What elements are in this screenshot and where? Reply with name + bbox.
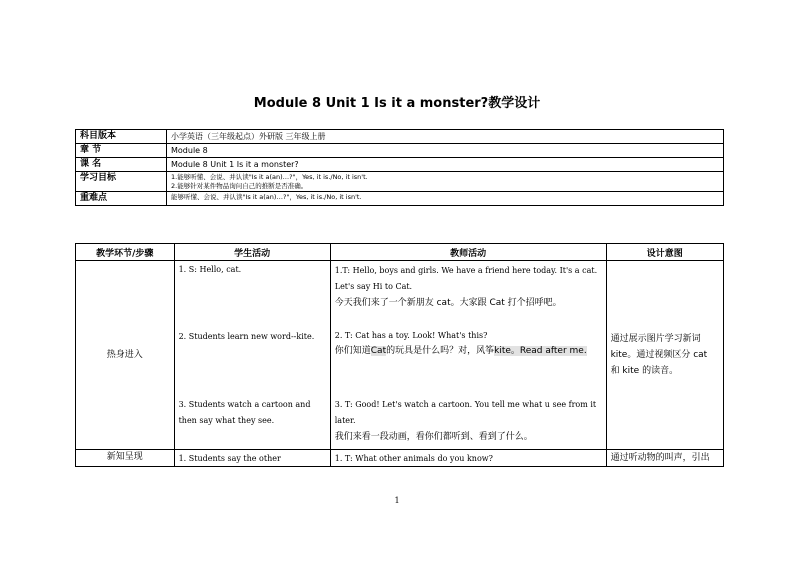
- header-intent: 设计意图: [606, 244, 723, 261]
- stage-cell: 热身进入: [76, 261, 175, 450]
- info-label: 科目版本: [76, 130, 167, 144]
- teacher-cell: [330, 261, 606, 450]
- teacher-step: 1.T: Hello, boys and girls. We have a friend here today. It's a cat. Let's say Hi to Cat.: [334, 266, 598, 291]
- cn-highlight: 。Read after me.: [510, 346, 587, 356]
- info-label: 重难点: [76, 192, 167, 206]
- cn-text: 的玩具是什么吗？对，风筝: [386, 346, 495, 356]
- info-value: Module 8: [167, 144, 724, 158]
- teacher-step-cn: [335, 343, 602, 359]
- cn-highlight: Cat: [370, 346, 387, 356]
- info-row-keypoints: [76, 192, 724, 206]
- student-step: 1. S: Hello, cat.: [178, 265, 242, 274]
- teacher-step-cn: 今天我们来了一个新朋友 cat。大家跟 Cat 打个招呼吧。: [334, 298, 562, 308]
- info-label: 课 名: [76, 158, 167, 172]
- header-student: 学生活动: [174, 244, 330, 261]
- header-row: [76, 244, 724, 261]
- student-step: 3. Students watch a cartoon and then say what they see.: [178, 400, 311, 425]
- info-row-goals: [76, 172, 724, 192]
- intent-text: 通过展示图片学习新词 kite。通过视频区分 cat 和 kite 的读音。: [610, 334, 708, 376]
- student-cell: 1. Students say the other: [174, 450, 330, 467]
- header-stage: 教学环节/步骤: [76, 244, 175, 261]
- info-label: 章 节: [76, 144, 167, 158]
- warmup-row: [76, 261, 724, 450]
- teacher-step-2: [335, 329, 602, 359]
- teacher-step: 2. T: Cat has a toy. Look! What's this?: [334, 331, 488, 340]
- page-number: 1: [394, 496, 400, 505]
- new-row: [76, 450, 724, 467]
- info-label: 学习目标: [76, 172, 167, 192]
- header-teacher: 教师活动: [330, 244, 606, 261]
- teacher-step: 3. T: Good! Let's watch a cartoon. You tell me what u see from it later.: [334, 400, 597, 425]
- teacher-step-cn: 我们来看一段动画，看你们都听到、看到了什么。: [334, 432, 533, 442]
- info-value: [167, 192, 724, 206]
- goal-line: 1.能够听懂、会说、并认读"Is it a(an)…?"，Yes, it is./No, it isn't.: [171, 173, 368, 181]
- student-cell: [174, 261, 330, 450]
- info-row-lesson: [76, 158, 724, 172]
- keypoint-text: 能够听懂、会说、并认读"Is it a(an)…?"，Yes, it is./No, it isn't.: [171, 193, 362, 201]
- teacher-step-3: [335, 397, 602, 445]
- lesson-table: [75, 243, 724, 467]
- info-row-chapter: [76, 144, 724, 158]
- student-step: 2. Students learn new word--kite.: [178, 332, 315, 341]
- intent-cell: 通过听动物的叫声，引出: [606, 450, 723, 467]
- stage-cell: 新知呈现: [76, 450, 175, 467]
- info-value: 小学英语（三年级起点）外研版 三年级上册: [167, 130, 724, 144]
- intent-cell: [606, 261, 723, 450]
- cn-text: 你们知道: [334, 346, 371, 356]
- page-title: Module 8 Unit 1 Is it a monster?教学设计: [253, 96, 541, 111]
- info-row-version: [76, 130, 724, 144]
- info-value: Module 8 Unit 1 Is it a monster?: [167, 158, 724, 172]
- goal-line: 2.能够针对某件物品询问自己的推断是否准确。: [171, 182, 308, 190]
- info-table: [75, 129, 724, 206]
- teacher-cell: 1. T: What other animals do you know?: [330, 450, 606, 467]
- cn-highlight: kite: [494, 346, 511, 356]
- info-value: [167, 172, 724, 192]
